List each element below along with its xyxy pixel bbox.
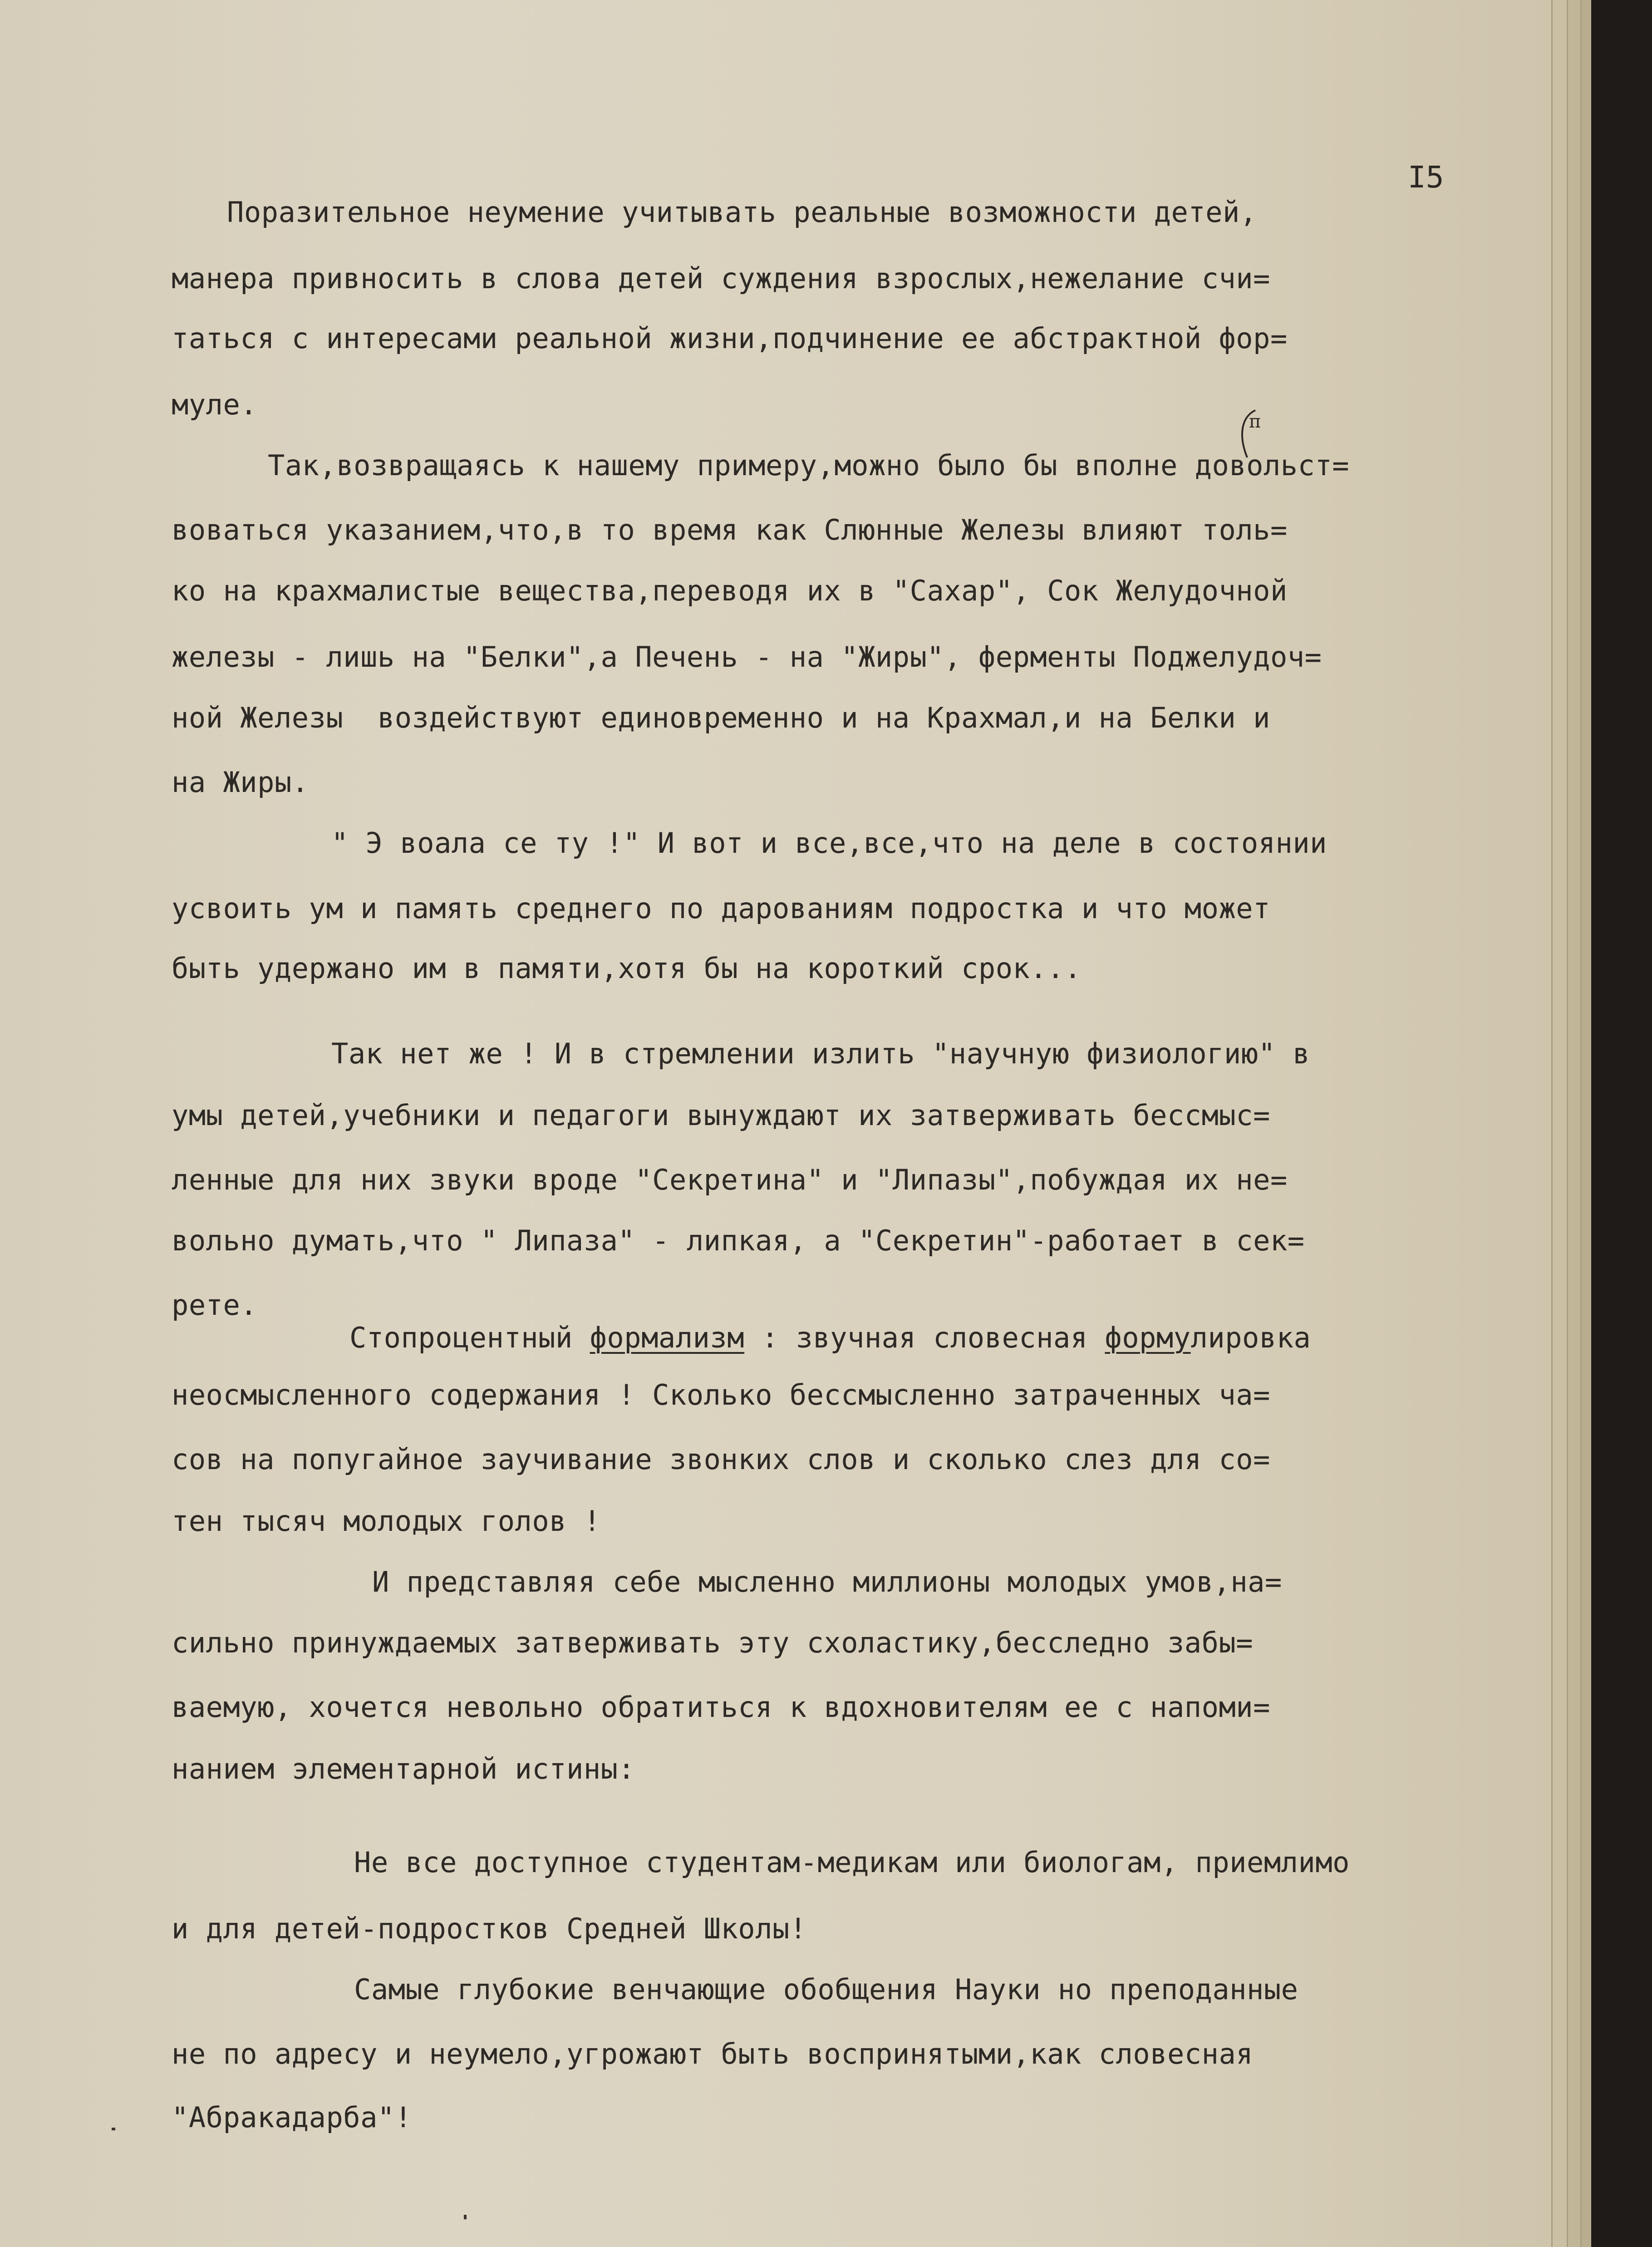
underlying-page-edge xyxy=(1551,0,1568,2247)
text-line: воваться указанием,что,в то время как Слюнные Железы влияют толь= xyxy=(172,513,1288,546)
text-line: вольно думать,что " Липаза" - липкая, а "Секретин"-работает в сек= xyxy=(172,1224,1305,1257)
underlying-page-edge xyxy=(1580,0,1593,2247)
text-segment: : звучная словесная xyxy=(744,1321,1105,1354)
text-line: усвоить ум и память среднего по дарованиям подростка и что может xyxy=(172,892,1270,925)
text-line: муле. xyxy=(172,388,258,421)
text-line: на Жиры. xyxy=(172,766,309,799)
text-line: и для детей-подростков Средней Школы! xyxy=(172,1912,807,1945)
text-segment: Стопроцентный xyxy=(349,1321,590,1354)
text-line: быть удержано им в памяти,хотя бы на короткий срок... xyxy=(172,952,1082,985)
margin-annotation: п xyxy=(1249,411,1261,432)
text-line: не по адресу и неумело,угрожают быть воспринятыми,как словесная xyxy=(172,2037,1254,2070)
text-line: манера привносить в слова детей суждения взрослых,нежелание счи= xyxy=(172,262,1270,295)
paper-speck xyxy=(464,2215,467,2219)
text-line xyxy=(349,1320,1311,1356)
text-line: Поразительное неумение учитывать реальные возможности детей, xyxy=(227,196,1257,229)
text-line: Не все доступное студентам-медикам или биологам, приемлимо xyxy=(354,1846,1350,1879)
text-line: " Э воала се ту !" И вот и все,все,что на деле в состоянии xyxy=(331,826,1327,860)
text-line: И представляя себе мысленно миллионы молодых умов,на= xyxy=(372,1565,1282,1598)
text-segment: лировка xyxy=(1190,1321,1311,1354)
text-line: сильно принуждаемых затверживать эту схоластику,бесследно забы= xyxy=(172,1626,1254,1659)
text-line: железы - лишь на "Белки",а Печень - на "Жиры", ферменты Поджелудоч= xyxy=(172,640,1322,674)
text-line: сов на попугайное заучивание звонких слов и сколько слез для со= xyxy=(172,1443,1270,1476)
text-line: Так нет же ! И в стремлении излить "научную физиологию" в xyxy=(331,1037,1310,1070)
text-line: таться с интересами реальной жизни,подчинение ее абстрактной фор= xyxy=(172,322,1288,355)
underlined-word: форму xyxy=(1105,1321,1191,1354)
text-line: ной Железы воздействуют единовременно и на Крахмал,и на Белки и xyxy=(172,701,1270,734)
page-number: I5 xyxy=(1408,160,1444,195)
text-line: ленные для них звуки вроде "Секретина" и "Липазы",побуждая их не= xyxy=(172,1163,1288,1196)
text-line: ваемую, хочется невольно обратиться к вдохновителям ее с напоми= xyxy=(172,1691,1270,1724)
text-line: нанием элементарной истины: xyxy=(172,1752,635,1785)
underlined-word: формализм xyxy=(590,1321,745,1354)
text-line: неосмысленного содержания ! Сколько бессмысленно затраченных ча= xyxy=(172,1378,1270,1411)
text-line: рете. xyxy=(172,1288,258,1322)
scan-background xyxy=(1591,0,1652,2247)
underlying-page-edge xyxy=(1567,0,1582,2247)
text-line: умы детей,учебники и педагоги вынуждают их затверживать бессмыс= xyxy=(172,1099,1270,1132)
text-line: Самые глубокие венчающие обобщения Науки но преподанные xyxy=(354,1973,1298,2006)
text-line: тен тысяч молодых голов ! xyxy=(172,1505,601,1538)
text-line: "Абракадарба"! xyxy=(172,2101,412,2134)
text-line: ко на крахмалистые вещества,переводя их в "Сахар", Сок Желудочной xyxy=(172,574,1288,607)
text-line: Так,возвращаясь к нашему примеру,можно было бы вполне довольст= xyxy=(268,449,1350,482)
paper-speck xyxy=(112,2128,115,2130)
